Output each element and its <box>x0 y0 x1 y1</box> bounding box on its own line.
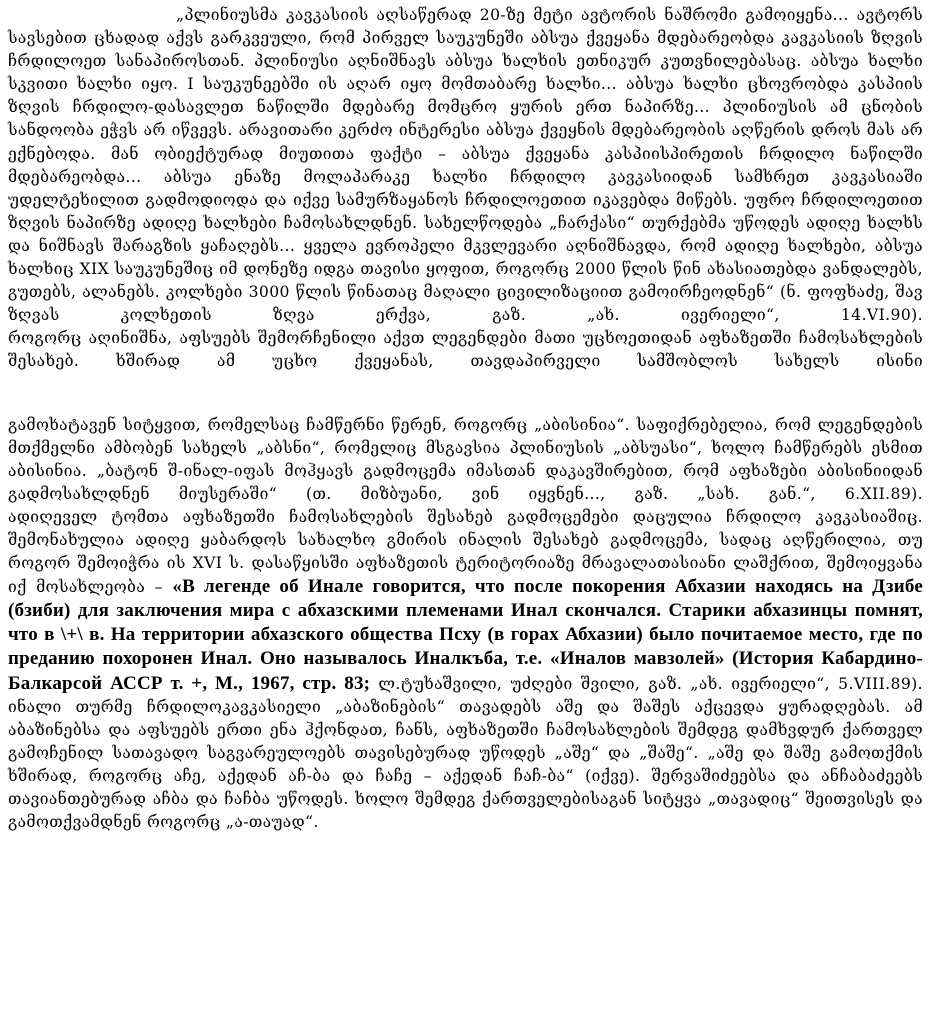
page-gap <box>8 374 923 414</box>
inal-legend-text: ადიღეველ ტომთა აფხაზეთში ჩამოსახლების შესახებ გადმოცემები დაცულია ჩრდილო კავკასიაშიც. შემონახულია ადიღე ყაბარდოს სახალხო გმირის ინალის შესახებ გადმოცემა, სადაც აღწერილია, თუ როგორ შემოიჭრა ის XVI ს. დასაწყისში აფხაზეთის ტერიტორიაზე მრავალათასიანი ლაშქრით, შემოიყვანა იქ მოსახლეობა – <box>8 507 923 597</box>
paragraph-abyssinia: გამოხატავენ სიტყვით, რომელსაც ჩამწერნი წერენ, როგორც „აბისინია“. საფიქრებელია, რომ ლეგენდების მთქმელნი ამბობენ სახელს „აბსნი“, რომელიც მსგავსია პლინიუსის „აბსუასი“, ხოლო ჩამწერებს ესმით აბისინია. „ბატონ შ-ინალ-იფას მოჰყავს გადმოცემა იმასთან დაკავშირებით, რომ აფხაზები აბისინიიდან გადმოსახლდნენ მიუსერაში“ (თ. მიზბუანი, ვინ იყვნენ..., გაზ. „სახ. გან.“, 6.XII.89). <box>8 415 923 503</box>
paragraph-ashe-shashe: ინალი თურმე ჩრდილოკავკასიელი „აბაზინების“ თავადებს აშე და შაშეს აქცევდა ყურადღებას. ამ აბაზინებსა და აფსუებს ერთი ენა ჰქონდათ, ჩანს, აფხაზეთში ჩამოსახლების შემდეგ დამხვდურ ქართველ გამოჩენილ სათავადო საგვარეულოებს თავისებურად უწოდეს „აშე“ და „შაშე“. „აშე და შაშე გამოთქმის ხშირად, როგორც აჩე, აქედან აჩ-ბა და ჩაჩე – აქედან ჩაჩ-ბა“ (იქვე). შერვაშიძეებსა და ანჩაბაძეებს თავიანთებურად აჩბა და ჩაჩბა უწოდეს. ხოლო შემდეგ ქართველებისაგან სიტყვა „თავადიც“ შეითვისეს და გამოთქვამდნენ როგორც „ა-თაუად“. <box>8 697 923 832</box>
paragraph-inal-legend <box>8 506 923 696</box>
paragraph-legends-intro: როგორც აღინიშნა, აფსუებს შემორჩენილი აქვთ ლეგენდები მათი უცხოეთიდან აფხაზეთში ჩამოსახლების შესახებ. ხშირად ამ უცხო ქვეყანას, თავდაპირველი სამშობლოს სახელს ისინი <box>8 329 923 371</box>
paragraph-plinius-quote: „პლინიუსმა კავკასიის აღსაწერად 20-ზე მეტი ავტორის ნაშრომი გამოიყენა... ავტორს სავსებით ცხადად აქვს გარკვეული, რომ პირველ საუკუნეში აბსუა ქვეყანა მდებარეობდა კავკასიის ზღვის ჩრდილოეთ სანაპიროსთან. პლინიუსი აღნიშნავს აბსუა ხალხის ეთნიკურ კუთვნილებასაც. აბსუა ხალხი სკვითი ხალხი იყო. I საუკუნეებში ის აღარ იყო მომთაბარე ხალხი... აბსუა ხალხი ცხოვრობდა კასპიის ზღვის ჩრდილო-დასავლეთ ნაწილში მდებარე მომცრო ყურის ერთ ნაპირზე... პლინიუსის ამ ცნობის სანდოობა ეჭვს არ იწვევს. არავითარი კერძო ინტერესი აბსუა ქვეყნის მდებარეობის აღწერის დროს მას არ ექნებოდა. მან ობიექტურად მიუთითა ფაქტი – აბსუა ქვეყანა კასპიისპირეთის ჩრდილო ნაწილში მდებარეობდა... აბსუა ენაზე მოლაპარაკე ხალხი ჩრდილო კავკასიიდან სამხრეთ კავკასიაში უდელტეხილით გადმოდიოდა და იქვე სამურზაყანოს ჩრდილოეთით იკავებდა მიწებს. უფრო ჩრდილოეთით ზღვის ნაპირზე ადიღე ხალხები ჩამოსახლდნენ. სახელწოდება „ჩარქასი“ თურქებმა უწოდეს ადიღე ხალხს და ნიშნავს შარაგზის ყაჩაღებს... ყველა ევროპელი მკვლევარი აღნიშნავდა, რომ ადიღე ხალხები, აბსუა ხალხიც XIX საუკუნეშიც იმ დონეზე იდგა თავისი ყოფით, როგორც 2000 წლის წინ ახასიათებდა ვანდალებს, გუთებს, ალანებს. კოლხები 3000 წლის წინათაც მაღალი ცივილიზაციით გამოირჩეოდნენ“ (ნ. ფოფხაძე, შავ ზღვას კოლხეთის ზღვა ერქვა, გაზ. „ახ. ივერიელი“, 14.VI.90). <box>8 6 923 325</box>
paragraph-block-2 <box>8 414 923 835</box>
paragraph-block-1 <box>8 4 923 374</box>
russian-quote: «В легенде об Инале говорится, что после покорения Абхазии находясь на Дзибе (бзиби) для заключения мира с абхазскими племенами Инал скончался. Старики абхазинцы помнят, что в \+\ в. На территории абхазского общества Псху (в горах Абхазии) было почитаемое место, где по преданию похоронен Инал. Оно называлось Иналкъба, т.е. «Иналов мавзолей» (История Кабардино-Балкарсой АССР т. +, М., 1967, стр. 83; <box>8 576 923 694</box>
inal-legend-citation: ლ.ტუხაშვილი, უძღები შვილი, გაზ. „ახ. ივერიელი“, 5.VIII.89). <box>378 674 923 693</box>
